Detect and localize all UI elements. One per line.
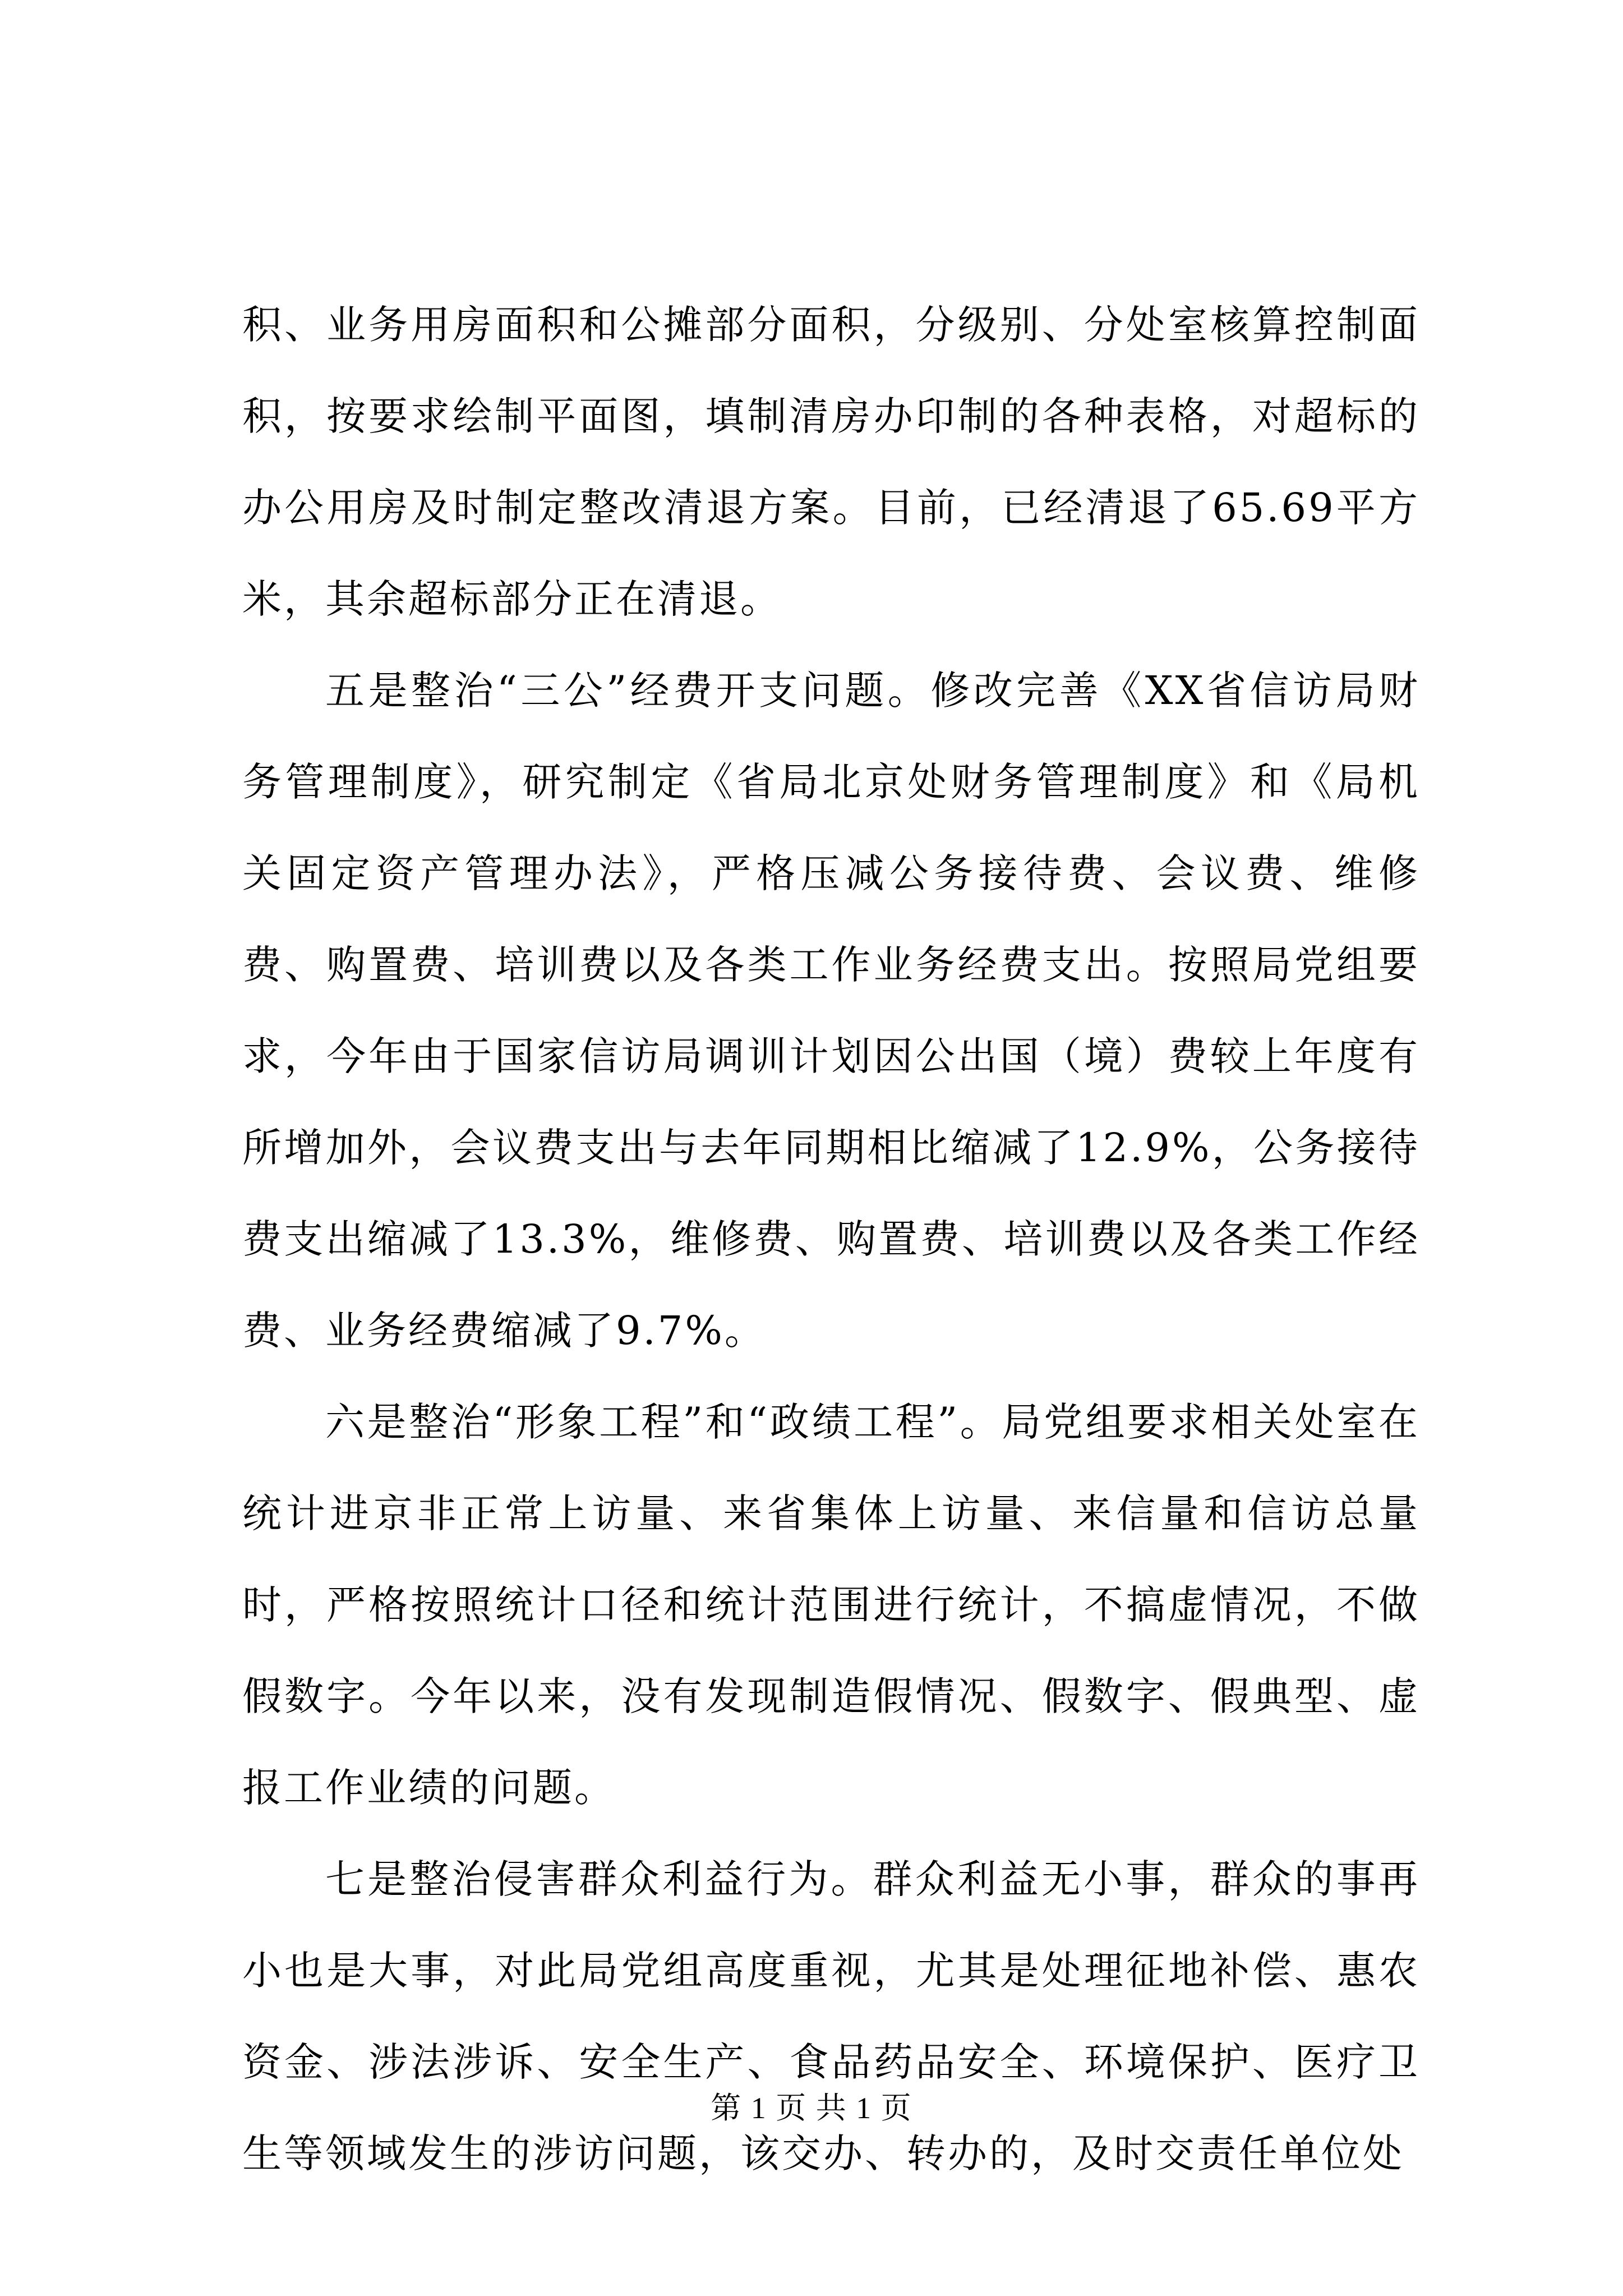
paragraph-1: 积、业务用房面积和公摊部分面积，分级别、分处室核算控制面积，按要求绘制平面图，填制清房办印制的各种表格，对超标的办公用房及时制定整改清退方案。目前，已经清退了65.69平方米，其余超标部分正在清退。	[242, 302, 1420, 622]
paragraph-4: 七是整治侵害群众利益行为。群众利益无小事，群众的事再小也是大事，对此局党组高度重视，尤其是处理征地补偿、惠农资金、涉法涉诉、安全生产、食品药品安全、环境保护、医疗卫生等领域发生的涉访问题，该交办、转办的，及时交责任单位处	[242, 1856, 1420, 2177]
document-body	[242, 279, 1420, 2200]
paragraph-3: 六是整治“形象工程”和“政绩工程”。局党组要求相关处室在统计进京非正常上访量、来省集体上访量、来信量和信访总量时，严格按照统计口径和统计范围进行统计，不搞虚情况，不做假数字。今年以来，没有发现制造假情况、假数字、假典型、虚报工作业绩的问题。	[242, 1399, 1420, 1811]
paragraph-2: 五是整治“三公”经费开支问题。修改完善《XX省信访局财务管理制度》，研究制定《省局北京处财务管理制度》和《局机关固定资产管理办法》，严格压减公务接待费、会议费、维修费、购置费、培训费以及各类工作业务经费支出。按照局党组要求，今年由于国家信访局调训计划因公出国（境）费较上年度有所增加外，会议费支出与去年同期相比缩减了12.9%，公务接待费支出缩减了13.3%，维修费、购置费、培训费以及各类工作经费、业务经费缩减了9.7%。	[242, 668, 1420, 1354]
page-number-footer: 第 1 页 共 1 页	[711, 2091, 912, 2125]
